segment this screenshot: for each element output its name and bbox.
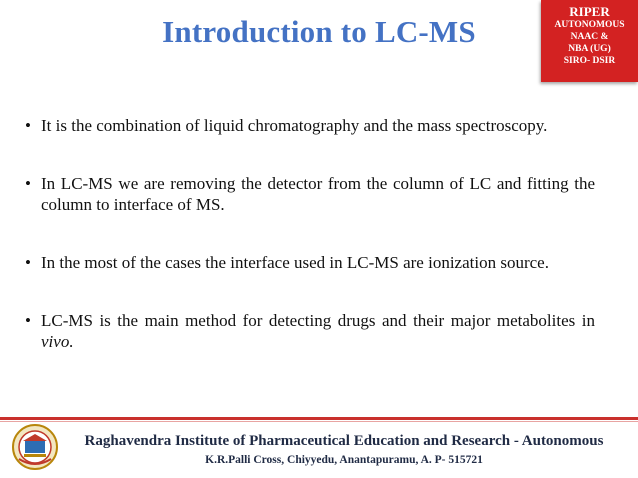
- slide-title: Introduction to LC-MS: [162, 14, 476, 49]
- accreditation-badge: [541, 0, 638, 82]
- badge-nba: NBA (UG): [568, 44, 611, 54]
- bullet-text: LC-MS is the main method for detecting drugs and their major metabolites in: [41, 311, 595, 330]
- footer-address: K.R.Palli Cross, Chiyyedu, Anantapuramu, A. P- 515721: [205, 454, 483, 466]
- bullet-text: In the most of the cases the interface used in LC-MS are ionization source.: [41, 253, 549, 272]
- bullet-marker: •: [25, 253, 31, 272]
- bullet-item: [25, 173, 595, 215]
- bullet-text: It is the combination of liquid chromatography and the mass spectroscopy.: [41, 116, 548, 135]
- bullet-list: [25, 115, 595, 389]
- bullet-marker: •: [25, 116, 31, 135]
- badge-siro: SIRO- DSIR: [563, 56, 616, 66]
- bullet-item: [25, 310, 595, 352]
- bullet-item: [25, 115, 595, 136]
- footer-divider: [0, 417, 638, 420]
- bullet-marker: •: [25, 311, 31, 330]
- footer-institute-name: Raghavendra Institute of Pharmaceutical Education and Research - Autonomous: [84, 433, 604, 449]
- bullet-text: In LC-MS we are removing the detector from the column of LC and fitting the column to interface of MS.: [41, 174, 595, 214]
- bullet-italic: vivo.: [41, 332, 74, 351]
- institute-seal-icon: [11, 423, 59, 471]
- badge-autonomous: AUTONOMOUS: [554, 20, 625, 30]
- footer-divider-thin: [0, 421, 638, 422]
- bullet-marker: •: [25, 174, 31, 193]
- badge-naac: NAAC &: [570, 32, 609, 42]
- badge-riper: RIPER: [569, 4, 610, 19]
- bullet-item: [25, 252, 595, 273]
